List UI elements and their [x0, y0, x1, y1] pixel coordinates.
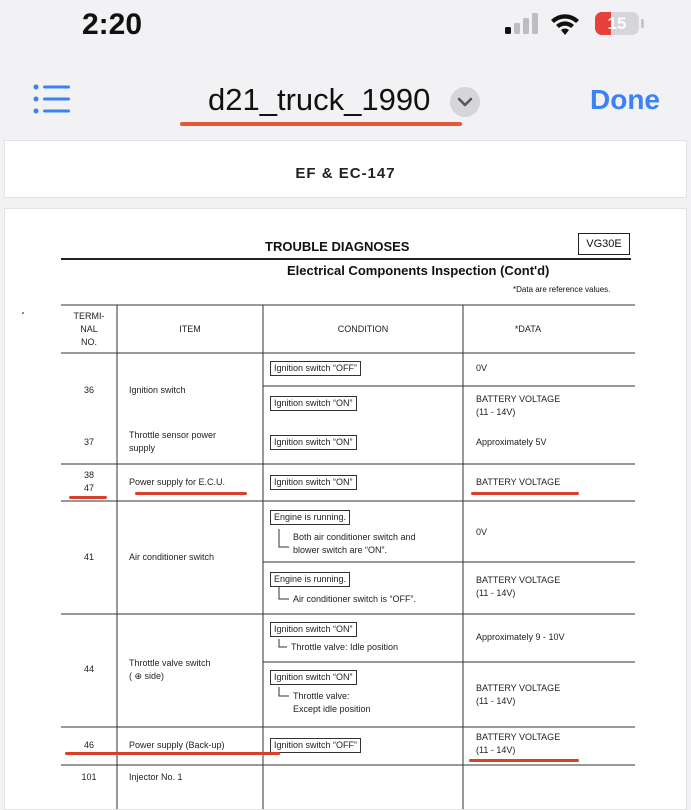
terminal-no: 37	[83, 437, 94, 447]
engine-badge: VG30E	[578, 233, 630, 255]
pdf-page-previous	[4, 140, 687, 198]
condition-detail: Throttle valve: Idle position	[291, 642, 399, 652]
status-time: 2:20	[82, 8, 143, 41]
battery-level: 15	[607, 14, 627, 33]
pdf-page-current	[4, 208, 687, 810]
list-icon[interactable]	[33, 84, 71, 114]
margin-speck	[22, 312, 24, 314]
page-footer-label: EF & EC-147	[295, 165, 396, 182]
terminal-no: 44	[83, 664, 94, 674]
condition-box: Engine is running.	[270, 510, 350, 525]
annotation-underline	[469, 759, 579, 762]
chevron-down-icon[interactable]	[450, 87, 480, 117]
condition-box: Ignition switch “ON”	[270, 670, 357, 685]
data-value: BATTERY VOLTAGE (11 - 14V)	[476, 394, 561, 417]
item-label: Injector No. 1	[129, 772, 183, 782]
data-value: 0V	[476, 527, 488, 537]
col-header-data: *DATA	[514, 324, 542, 334]
item-label: Throttle sensor power supply	[129, 430, 217, 453]
data-value: Approximately 5V	[476, 437, 547, 447]
terminal-no: 36	[83, 385, 94, 395]
condition-detail: Both air conditioner switch and blower switch are “ON”.	[293, 532, 416, 555]
condition-detail: Throttle valve: Except idle position	[293, 691, 371, 714]
data-value: Approximately 9 - 10V	[476, 632, 565, 642]
annotation-underline	[135, 492, 247, 495]
item-label: Throttle valve switch ( ⊕ side)	[129, 658, 211, 681]
status-bar	[0, 0, 691, 50]
condition-box: Ignition switch “ON”	[270, 622, 357, 637]
document-title[interactable]: d21_truck_1990	[208, 82, 431, 117]
data-value: BATTERY VOLTAGE	[476, 477, 561, 487]
terminal-no: 41	[83, 552, 94, 562]
condition-box: Ignition switch “OFF”	[270, 738, 361, 753]
condition-box: Ignition switch “ON”	[270, 435, 357, 450]
inspection-table-grid	[5, 209, 686, 809]
section-subheading: Electrical Components Inspection (Cont'd)	[287, 263, 550, 278]
data-value: BATTERY VOLTAGE (11 - 14V)	[476, 575, 561, 598]
terminal-no: 46	[83, 740, 94, 750]
condition-box: Ignition switch “ON”	[270, 475, 357, 490]
annotation-underline	[69, 496, 107, 499]
data-value: 0V	[476, 363, 488, 373]
data-value: BATTERY VOLTAGE (11 - 14V)	[476, 683, 561, 706]
col-header-item: ITEM	[179, 324, 201, 334]
terminal-no: 101	[81, 772, 97, 782]
section-heading: TROUBLE DIAGNOSES	[265, 239, 410, 254]
battery-icon	[595, 12, 639, 35]
item-label: Ignition switch	[129, 385, 186, 395]
condition-box: Ignition switch “ON”	[270, 396, 357, 411]
data-value: BATTERY VOLTAGE (11 - 14V)	[476, 732, 561, 755]
condition-box: Engine is running.	[270, 572, 350, 587]
nav-bar	[0, 56, 691, 136]
title-annotation-underline	[180, 122, 462, 126]
wifi-icon	[549, 12, 581, 36]
reference-note: *Data are reference values.	[513, 285, 611, 294]
annotation-underline	[65, 752, 280, 755]
condition-box: Ignition switch “OFF”	[270, 361, 361, 376]
item-label: Air conditioner switch	[129, 552, 215, 562]
condition-detail: Air conditioner switch is “OFF”.	[293, 594, 417, 604]
cellular-signal-icon	[505, 12, 539, 34]
col-header-terminal: TERMI- NAL NO.	[73, 311, 105, 347]
done-button[interactable]: Done	[590, 84, 660, 115]
item-label: Power supply (Back-up)	[129, 740, 225, 750]
col-header-condition: CONDITION	[337, 324, 389, 334]
item-label: Power supply for E.C.U.	[129, 477, 226, 487]
terminal-no: 38 47	[83, 470, 94, 493]
annotation-underline	[471, 492, 579, 495]
